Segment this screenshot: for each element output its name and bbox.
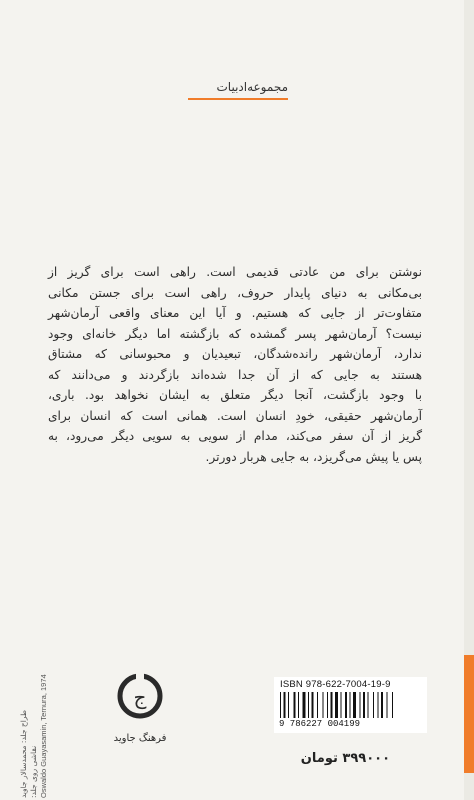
credits [12,648,52,798]
blurb-line: نوشتن برای من عادتی قدیمی است. راهی است برای گریز از [48,265,422,279]
blurb-line: پس یا پیش می‌گریزد، به جایی هربار دورتر. [205,449,422,464]
series-label: مجموعه‌ادبیات [216,80,288,94]
cover-painting-credit: نقاشی روی جلد: [29,745,38,798]
artist-credit: Oswaldo Guayasamin, Ternura, 1974 [39,674,48,798]
blurb-line: هستند به جایی که از آن جدا شده‌اند بازگردند و می‌دانند که [48,367,422,382]
barcode-digits: 9 786227 004199 [279,719,361,729]
series-underline [188,98,288,100]
blurb-line: بی‌مکانی به دنیای پایدار حروف، راهی است برای جستن مکانی [48,285,422,300]
publisher-name: فرهنگ جاوید [113,733,167,744]
price: ۳۹۹۰۰۰ تومان [300,751,390,766]
blurb-line: نیست؟ آرمان‌شهر پسر گمشده که بازگشته اما دیگر خانه‌ای وجود [48,326,422,341]
blurb-text [48,262,422,467]
blurb-line: آرمان‌شهر حقیقی، خودِ انسان است. همانی است که انسان برای [48,408,422,423]
logo-glyph: ج [133,685,147,709]
blurb-line: با وجود بازگشت، آنجا دیگر متعلق به ایشان نخواهد بود. باری، [48,388,422,402]
cover-design-credit: طراح جلد: محمدسالار جاوید [19,710,28,798]
blurb-line: گریز از آن سفر می‌کند، مدام از سویی به سویی دیگر می‌رود، به [48,429,422,443]
blurb-line: ندارد، آرمان‌شهر رانده‌شدگان، تبعیدیان و محبوسانی که مشتاق [48,347,422,361]
blurb-line: متفاوت‌تر از جایی که هستیم. و آیا این معنای واقعی آرمان‌شهر [48,306,422,320]
orange-edge-tab [464,655,474,773]
isbn-label: ISBN 978-622-7004-19-9 [280,679,391,690]
barcode-icon [278,692,418,720]
